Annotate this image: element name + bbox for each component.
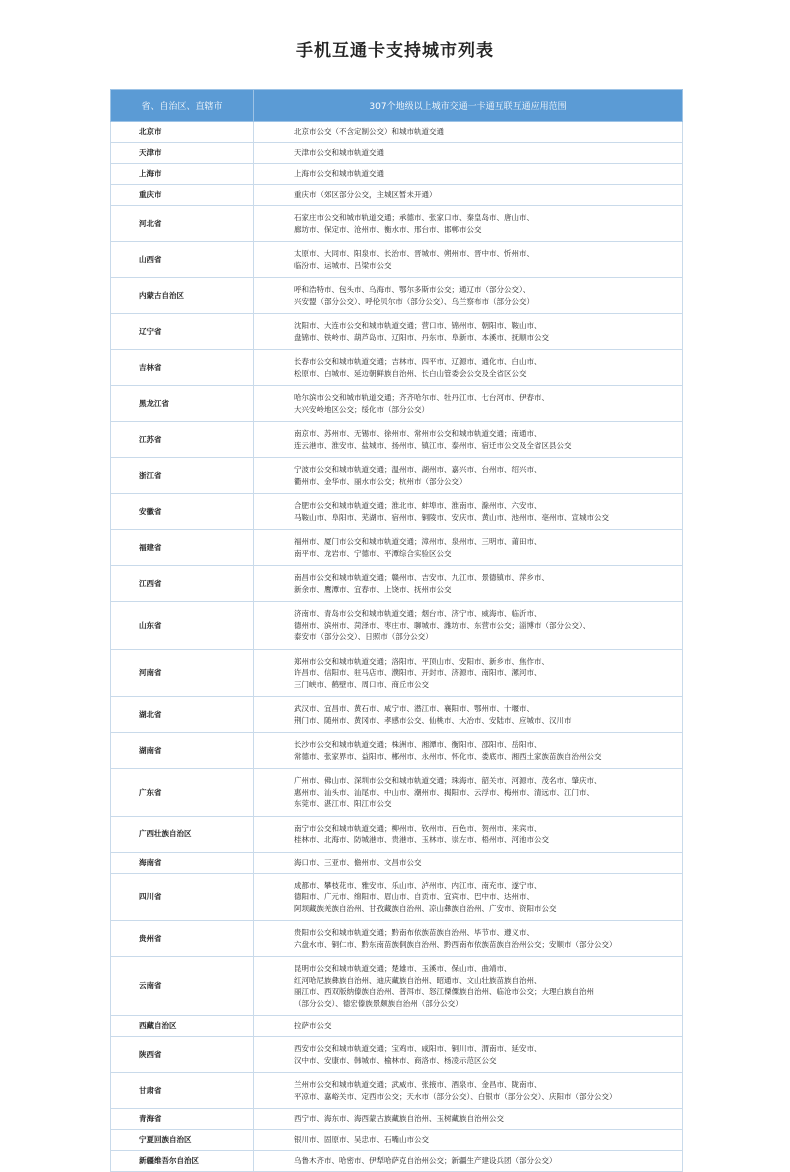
- province-cell: 海南省: [111, 852, 254, 873]
- scope-cell: [254, 206, 683, 242]
- scope-line: 郑州市公交和城市轨道交通；洛阳市、平顶山市、安阳市、新乡市、焦作市、: [294, 656, 549, 666]
- table-row: [111, 530, 683, 566]
- scope-line: 合肥市公交和城市轨道交通；淮北市、蚌埠市、淮南市、滁州市、六安市、: [294, 501, 542, 510]
- province-cell: 河北省: [111, 206, 254, 242]
- scope-line: 福州市、厦门市公交和城市轨道交通；漳州市、泉州市、三明市、莆田市、: [294, 537, 542, 546]
- scope-cell: [254, 164, 683, 185]
- scope-cell: [254, 873, 683, 921]
- scope-cell: [254, 1130, 683, 1151]
- table-row: [111, 1130, 683, 1151]
- province-cell: 四川省: [111, 873, 254, 921]
- province-cell: 陕西省: [111, 1037, 254, 1073]
- scope-line: 兴安盟（部分公交）、呼伦贝尔市（部分公交）、乌兰察布市（部分公交）: [294, 296, 534, 306]
- scope-cell: [254, 697, 683, 733]
- table-row: [111, 242, 683, 278]
- table-row: [111, 1016, 683, 1037]
- scope-line: 昆明市公交和城市轨道交通；楚雄市、玉溪市、保山市、曲靖市、: [294, 964, 512, 973]
- province-cell: 宁夏回族自治区: [111, 1130, 254, 1151]
- table-row: [111, 278, 683, 314]
- scope-line: 贵阳市公交和城市轨道交通；黔南布依族苗族自治州、毕节市、遵义市、: [294, 928, 534, 937]
- table-row: [111, 873, 683, 921]
- province-cell: 重庆市: [111, 185, 254, 206]
- scope-line: 丽江市、西双版纳傣族自治州、普洱市、怒江傈僳族自治州、临沧市公交；大理白族自治州: [294, 987, 594, 996]
- province-cell: 云南省: [111, 957, 254, 1016]
- scope-cell: [254, 602, 683, 650]
- province-cell: 内蒙古自治区: [111, 278, 254, 314]
- table-row: [111, 816, 683, 852]
- scope-cell: [254, 1016, 683, 1037]
- scope-line: 松原市、白城市、延边朝鲜族自治州、长白山管委会公交及全省区公交: [294, 368, 527, 378]
- province-cell: 安徽省: [111, 494, 254, 530]
- scope-line: 上海市公交和城市轨道交通: [294, 169, 384, 179]
- header-province: 省、自治区、直辖市: [111, 90, 254, 122]
- table-row: [111, 206, 683, 242]
- scope-line: 常德市、张家界市、益阳市、郴州市、永州市、怀化市、娄底市、湘西土家族苗族自治州公交: [294, 751, 602, 761]
- scope-cell: [254, 649, 683, 697]
- scope-cell: [254, 1109, 683, 1130]
- scope-line: 平凉市、嘉峪关市、定西市公交；天水市（部分公交）、白银市（部分公交）、庆阳市（部分公交）: [294, 1091, 617, 1101]
- scope-line: 南宁市公交和城市轨道交通；柳州市、钦州市、百色市、贺州市、来宾市、: [294, 823, 542, 833]
- scope-cell: [254, 816, 683, 852]
- table-row: [111, 185, 683, 206]
- scope-line: 连云港市、淮安市、盐城市、扬州市、镇江市、泰州市、宿迁市公交及全省区县公交: [294, 440, 572, 450]
- scope-cell: [254, 1073, 683, 1109]
- province-cell: 浙江省: [111, 458, 254, 494]
- scope-line: 东莞市、湛江市、阳江市公交: [294, 799, 392, 808]
- scope-line: 西安市公交和城市轨道交通；宝鸡市、咸阳市、铜川市、渭南市、延安市、: [294, 1044, 542, 1053]
- page-title: 手机互通卡支持城市列表: [296, 41, 494, 61]
- table-row: [111, 957, 683, 1016]
- scope-line: 乌鲁木齐市、哈密市、伊犁哈萨克自治州公交；新疆生产建设兵团（部分公交）: [294, 1156, 557, 1166]
- scope-cell: [254, 769, 683, 817]
- scope-line: 桂林市、北海市、防城港市、贵港市、玉林市、崇左市、梧州市、河池市公交: [294, 835, 549, 844]
- scope-line: 廊坊市、保定市、沧州市、衡水市、邢台市、邯郸市公交: [294, 224, 482, 234]
- scope-cell: [254, 1151, 683, 1172]
- province-cell: 江西省: [111, 566, 254, 602]
- scope-cell: [254, 122, 683, 143]
- province-cell: 北京市: [111, 122, 254, 143]
- table-row: [111, 733, 683, 769]
- province-cell: 广西壮族自治区: [111, 816, 254, 852]
- province-cell: 新疆维吾尔自治区: [111, 1151, 254, 1172]
- scope-cell: [254, 494, 683, 530]
- table-row: [111, 1037, 683, 1073]
- table-header-row: [111, 90, 683, 122]
- scope-line: 惠州市、汕头市、汕尾市、中山市、潮州市、揭阳市、云浮市、梅州市、清远市、江门市、: [294, 787, 594, 797]
- province-cell: 湖南省: [111, 733, 254, 769]
- scope-line: 银川市、固原市、吴忠市、石嘴山市公交: [294, 1135, 429, 1145]
- scope-line: 沈阳市、大连市公交和城市轨道交通；营口市、锦州市、朝阳市、鞍山市、: [294, 321, 542, 330]
- table-row: [111, 494, 683, 530]
- scope-line: 新余市、鹰潭市、宜春市、上饶市、抚州市公交: [294, 584, 452, 594]
- scope-line: 长沙市公交和城市轨道交通；株洲市、湘潭市、衡阳市、邵阳市、岳阳市、: [294, 740, 542, 749]
- scope-line: 衢州市、金华市、丽水市公交；杭州市（部分公交）: [294, 476, 467, 486]
- table-row: [111, 1073, 683, 1109]
- scope-cell: [254, 530, 683, 566]
- scope-line: 德阳市、广元市、绵阳市、眉山市、自贡市、宜宾市、巴中市、达州市、: [294, 892, 534, 901]
- scope-line: 太原市、大同市、阳泉市、长治市、晋城市、朔州市、晋中市、忻州市、: [294, 249, 534, 258]
- province-cell: 山西省: [111, 242, 254, 278]
- scope-cell: [254, 350, 683, 386]
- scope-line: 荆门市、随州市、黄冈市、孝感市公交、仙桃市、大冶市、安陆市、应城市、汉川市: [294, 715, 572, 725]
- province-cell: 西藏自治区: [111, 1016, 254, 1037]
- header-scope: 307个地级以上城市交通一卡通互联互通应用范围: [254, 90, 683, 122]
- table-row: [111, 314, 683, 350]
- table-row: [111, 350, 683, 386]
- scope-line: 大兴安岭地区公交；绥化市（部分公交）: [294, 404, 429, 414]
- scope-line: 德州市、滨州市、菏泽市、枣庄市、聊城市、潍坊市、东营市公交；淄博市（部分公交）、: [294, 620, 591, 630]
- scope-line: 泰安市（部分公交）、日照市（部分公交）: [294, 632, 433, 641]
- scope-cell: [254, 852, 683, 873]
- scope-cell: [254, 566, 683, 602]
- scope-line: 石家庄市公交和城市轨道交通；承德市、张家口市、秦皇岛市、唐山市、: [294, 213, 534, 222]
- scope-cell: [254, 185, 683, 206]
- province-cell: 上海市: [111, 164, 254, 185]
- scope-line: 呼和浩特市、包头市、乌海市、鄂尔多斯市公交；通辽市（部分公交）、: [294, 285, 531, 294]
- scope-line: 广州市、佛山市、深圳市公交和城市轨道交通；珠海市、韶关市、河源市、茂名市、肇庆市、: [294, 776, 602, 785]
- scope-line: 阿坝藏族羌族自治州、甘孜藏族自治州、凉山彝族自治州、广安市、资阳市公交: [294, 903, 557, 913]
- province-cell: 青海省: [111, 1109, 254, 1130]
- scope-line: 哈尔滨市公交和城市轨道交通；齐齐哈尔市、牡丹江市、七台河市、伊春市、: [294, 393, 549, 402]
- table-row: [111, 164, 683, 185]
- province-cell: 福建省: [111, 530, 254, 566]
- scope-line: 马鞍山市、阜阳市、芜湖市、宿州市、铜陵市、安庆市、黄山市、池州市、亳州市、宣城市公交: [294, 512, 609, 522]
- province-cell: 吉林省: [111, 350, 254, 386]
- scope-cell: [254, 422, 683, 458]
- province-cell: 江苏省: [111, 422, 254, 458]
- scope-line: 天津市公交和城市轨道交通: [294, 148, 384, 158]
- table-row: [111, 921, 683, 957]
- province-cell: 辽宁省: [111, 314, 254, 350]
- scope-line: （部分公交）、德宏傣族景颇族自治州（部分公交）: [294, 998, 463, 1008]
- province-cell: 山东省: [111, 602, 254, 650]
- scope-cell: [254, 921, 683, 957]
- scope-line: 兰州市公交和城市轨道交通；武威市、张掖市、酒泉市、金昌市、陇南市、: [294, 1080, 542, 1089]
- scope-line: 成都市、攀枝花市、雅安市、乐山市、泸州市、内江市、南充市、遂宁市、: [294, 880, 542, 890]
- scope-line: 重庆市（郊区部分公交，主城区暂未开通）: [294, 190, 437, 200]
- table-row: [111, 852, 683, 873]
- scope-line: 宁波市公交和城市轨道交通；温州市、湖州市、嘉兴市、台州市、绍兴市、: [294, 465, 542, 474]
- table-row: [111, 602, 683, 650]
- scope-line: 盘锦市、铁岭市、葫芦岛市、辽阳市、丹东市、阜新市、本溪市、抚顺市公交: [294, 332, 549, 342]
- table-row: [111, 386, 683, 422]
- scope-line: 济南市、青岛市公交和城市轨道交通；烟台市、济宁市、威海市、临沂市、: [294, 609, 542, 618]
- province-cell: 甘肃省: [111, 1073, 254, 1109]
- scope-cell: [254, 314, 683, 350]
- scope-line: 西宁市、海东市、海西蒙古族藏族自治州、玉树藏族自治州公交: [294, 1114, 504, 1124]
- scope-line: 六盘水市、铜仁市、黔东南苗族侗族自治州、黔西南布依族苗族自治州公交；安顺市（部分公交）: [294, 939, 617, 949]
- scope-cell: [254, 957, 683, 1016]
- table-row: [111, 122, 683, 143]
- table-row: [111, 143, 683, 164]
- scope-cell: [254, 458, 683, 494]
- scope-line: 南京市、苏州市、无锡市、徐州市、常州市公交和城市轨道交通；南通市、: [294, 429, 542, 438]
- scope-line: 临汾市、运城市、吕梁市公交: [294, 260, 392, 270]
- scope-cell: [254, 143, 683, 164]
- scope-line: 南昌市公交和城市轨道交通；赣州市、吉安市、九江市、景德镇市、萍乡市、: [294, 573, 549, 582]
- province-cell: 河南省: [111, 649, 254, 697]
- table-row: [111, 697, 683, 733]
- province-cell: 黑龙江省: [111, 386, 254, 422]
- province-cell: 湖北省: [111, 697, 254, 733]
- scope-line: 海口市、三亚市、儋州市、文昌市公交: [294, 857, 422, 867]
- scope-cell: [254, 242, 683, 278]
- city-table: [110, 89, 683, 1172]
- scope-line: 三门峡市、鹤壁市、周口市、商丘市公交: [294, 679, 429, 689]
- scope-line: 拉萨市公交: [294, 1021, 332, 1031]
- scope-line: 南平市、龙岩市、宁德市、平潭综合实验区公交: [294, 548, 452, 558]
- province-cell: 广东省: [111, 769, 254, 817]
- table-row: [111, 458, 683, 494]
- scope-line: 红河哈尼族彝族自治州、迪庆藏族自治州、昭通市、文山壮族苗族自治州、: [294, 975, 542, 985]
- table-row: [111, 649, 683, 697]
- scope-cell: [254, 733, 683, 769]
- province-cell: 贵州省: [111, 921, 254, 957]
- table-row: [111, 566, 683, 602]
- table-row: [111, 422, 683, 458]
- province-cell: 天津市: [111, 143, 254, 164]
- table-row: [111, 769, 683, 817]
- table-row: [111, 1109, 683, 1130]
- scope-line: 北京市公交（不含定制公交）和城市轨道交通: [294, 127, 444, 137]
- scope-line: 长春市公交和城市轨道交通；吉林市、四平市、辽源市、通化市、白山市、: [294, 357, 542, 366]
- scope-line: 许昌市、信阳市、驻马店市、濮阳市、开封市、济源市、南阳市、漯河市、: [294, 668, 542, 677]
- scope-line: 武汉市、宜昌市、黄石市、咸宁市、潜江市、襄阳市、鄂州市、十堰市、: [294, 704, 534, 713]
- table-row: [111, 1151, 683, 1172]
- scope-cell: [254, 386, 683, 422]
- scope-line: 汉中市、安康市、韩城市、榆林市、商洛市、杨凌示范区公交: [294, 1055, 497, 1065]
- scope-cell: [254, 278, 683, 314]
- scope-cell: [254, 1037, 683, 1073]
